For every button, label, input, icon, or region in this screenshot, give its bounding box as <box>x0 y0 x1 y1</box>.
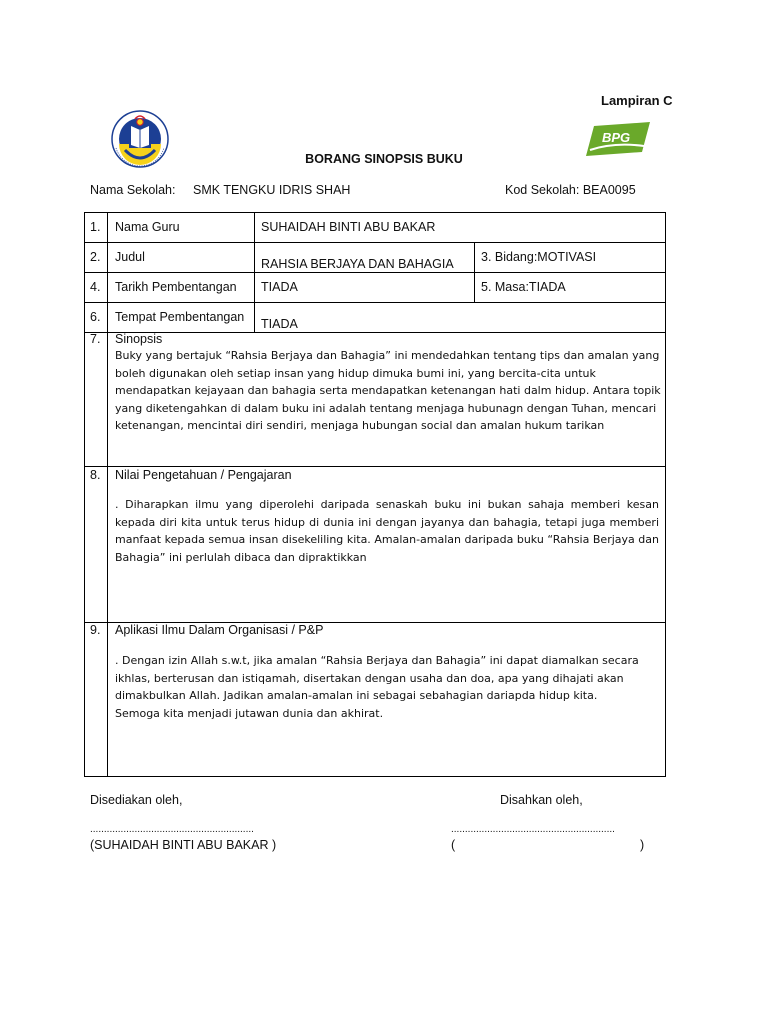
row-number: 2. <box>90 250 101 264</box>
bpg-logo-text: BPG <box>602 130 631 145</box>
school-code: Kod Sekolah: BEA0095 <box>505 183 636 197</box>
time-value: 5. Masa:TIADA <box>481 280 566 294</box>
prepared-by-label: Disediakan oleh, <box>90 793 183 807</box>
application-text: . Dengan izin Allah s.w.t, jika amalan “Rahsia Berjaya dan Bahagia” ini dapat diamalkan secara ikhlas, berterusan dan istiqamah, disertakan dengan usaha dan doa, apa yang dihajati akan dimakbulkan Allah. Jadikan amalan-amalan ini sebagai sebahagian dariapda hidup kita. Semoga kita menjadi jutawan dunia dan akhirat. <box>115 654 639 720</box>
row-number: 1. <box>90 220 101 234</box>
values-text: . Diharapkan ilmu yang diperolehi daripada senaskah buku ini bukan sahaja memberi kesan kepada diri kita untuk terus hidup di dunia ini dengan jayanya dan bahagia, tetapi juga memberi manfaat kepada semua insan disekeliling kita. Amalan-amalan daripada buku “Rahsia Berjaya dan Bahagia” ini perlulah dibaca dan dipraktikkan <box>115 498 659 564</box>
teacher-name-value: SUHAIDAH BINTI ABU BAKAR <box>261 220 436 234</box>
presentation-date-value: TIADA <box>261 280 298 294</box>
presentation-date-label: Tarikh Pembentangan <box>115 280 237 294</box>
synopsis-text: Buky yang bertajuk “Rahsia Berjaya dan Bahagia” ini mendedahkan tentang tips dan amalan yang boleh digunakan oleh setiap insan yang hidup dimuka bumi ini, yang bercita-cita untuk mendapatkan kejayaan dan bahagia serta mendapatkan ketenangan hati dalm hidup. Antara topik yang diketengahkan di dalam buku ini adalah tentang menjaga hubunagn dengan Tuhan, mencari ketenangan, mencintai diri sendiri, menjaga hubungan social dan amalan hukum tarikan <box>115 349 661 432</box>
presentation-place-value: TIADA <box>261 317 298 331</box>
synopsis-label: Sinopsis <box>115 332 163 346</box>
title-label: Judul <box>115 250 145 264</box>
values-label: Nilai Pengetahuan / Pengajaran <box>115 468 292 482</box>
lampiran-label: Lampiran C <box>601 93 673 108</box>
approver-name-close: ) <box>640 838 645 852</box>
row-number: 8. <box>90 468 101 482</box>
row-number: 7. <box>90 332 101 346</box>
prepared-by-name: (SUHAIDAH BINTI ABU BAKAR ) <box>90 838 277 852</box>
approved-by-label: Disahkan oleh, <box>500 793 583 807</box>
row-number: 6. <box>90 310 101 324</box>
row-number: 9. <box>90 623 101 637</box>
title-value: RAHSIA BERJAYA DAN BAHAGIA <box>261 257 454 271</box>
signature-line-left: ........................................................... <box>90 824 254 835</box>
synopsis-form-table <box>84 212 666 777</box>
row-number: 4. <box>90 280 101 294</box>
presentation-place-label: Tempat Pembentangan <box>115 310 245 324</box>
approver-name-open: ( <box>451 838 456 852</box>
application-label: Aplikasi Ilmu Dalam Organisasi / P&P <box>115 623 324 637</box>
school-name-value: SMK TENGKU IDRIS SHAH <box>193 183 351 197</box>
form-title: BORANG SINOPSIS BUKU <box>305 152 463 166</box>
school-name-label: Nama Sekolah: <box>90 183 176 197</box>
field-value: 3. Bidang:MOTIVASI <box>481 250 597 264</box>
signature-line-right: ........................................................... <box>451 824 615 835</box>
teacher-name-label: Nama Guru <box>115 220 180 234</box>
